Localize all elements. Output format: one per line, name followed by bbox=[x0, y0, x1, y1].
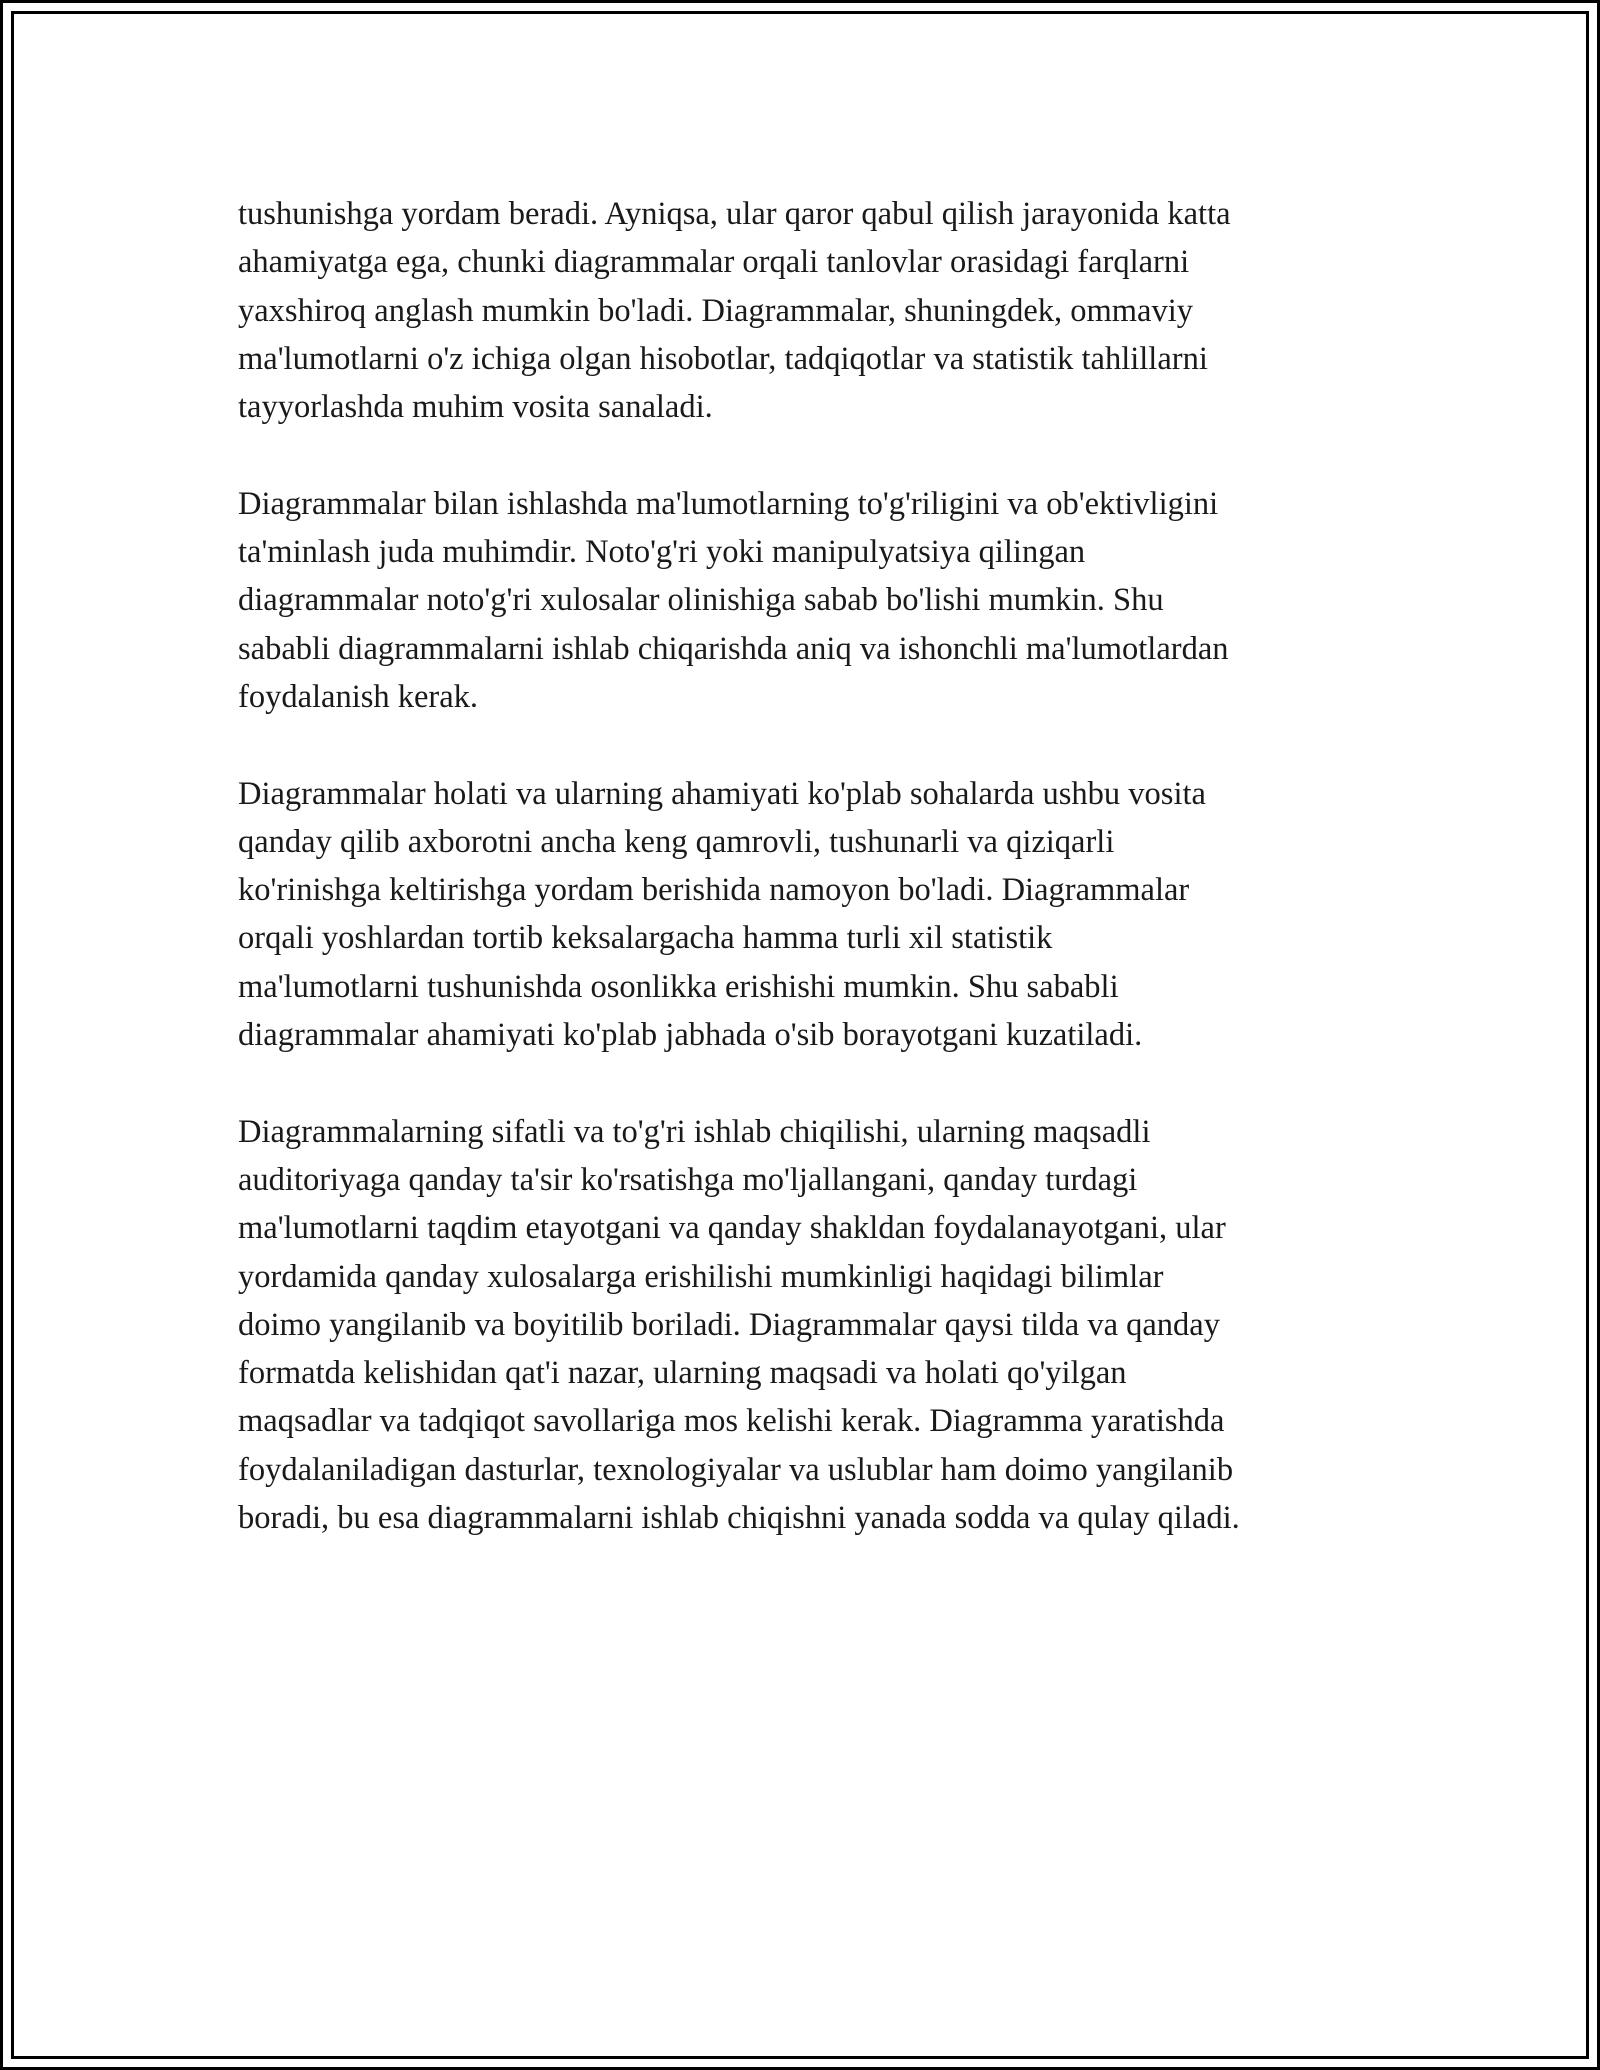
text-line: ma'lumotlarni taqdim etayotgani va qanday shakldan foydalanayotgani, ular bbox=[238, 1210, 1226, 1247]
document-body bbox=[238, 190, 1398, 1542]
text-line: ma'lumotlarni tushunishda osonlikka erishishi mumkin. Shu sababli bbox=[238, 968, 1119, 1005]
text-line: Diagrammalar holati va ularning ahamiyati ko'plab sohalarda ushbu vosita bbox=[238, 775, 1206, 812]
paragraph-2 bbox=[238, 480, 1398, 721]
text-line: ta'minlash juda muhimdir. Noto'g'ri yoki manipulyatsiya qilingan bbox=[238, 534, 1086, 571]
text-line: tayyorlashda muhim vosita sanaladi. bbox=[238, 389, 713, 426]
paragraph-4 bbox=[238, 1108, 1398, 1543]
text-line: maqsadlar va tadqiqot savollariga mos kelishi kerak. Diagramma yaratishda bbox=[238, 1403, 1225, 1440]
paragraph-3 bbox=[238, 770, 1398, 1060]
text-line: doimo yangilanib va boyitilib boriladi. Diagrammalar qaysi tilda va qanday bbox=[238, 1306, 1220, 1343]
text-line: foydalaniladigan dasturlar, texnologiyalar va uslublar ham doimo yangilanib bbox=[238, 1451, 1234, 1488]
text-line: ko'rinishga keltirishga yordam berishida namoyon bo'ladi. Diagrammalar bbox=[238, 872, 1190, 909]
text-line: formatda kelishidan qat'i nazar, ularning maqsadi va holati qo'yilgan bbox=[238, 1355, 1127, 1392]
text-line: orqali yoshlardan tortib keksalargacha hamma turli xil statistik bbox=[238, 920, 1053, 957]
text-line: yaxshiroq anglash mumkin bo'ladi. Diagrammalar, shuningdek, ommaviy bbox=[238, 292, 1194, 329]
text-line: tushunishga yordam beradi. Ayniqsa, ular qaror qabul qilish jarayonida katta bbox=[238, 196, 1231, 232]
text-line: foydalanish kerak. bbox=[238, 678, 479, 715]
text-line: ahamiyatga ega, chunki diagrammalar orqali tanlovlar orasidagi farqlarni bbox=[238, 244, 1190, 281]
text-line: yordamida qanday xulosalarga erishilishi mumkinligi haqidagi bilimlar bbox=[238, 1258, 1164, 1295]
text-line: ma'lumotlarni o'z ichiga olgan hisobotlar, tadqiqotlar va statistik tahlillarni bbox=[238, 340, 1208, 377]
text-line: sababli diagrammalarni ishlab chiqarishda aniq va ishonchli ma'lumotlardan bbox=[238, 630, 1229, 667]
text-line: boradi, bu esa diagrammalarni ishlab chiqishni yanada sodda va qulay qiladi. bbox=[238, 1500, 1240, 1537]
text-line: auditoriyaga qanday ta'sir ko'rsatishga mo'ljallangani, qanday turdagi bbox=[238, 1161, 1138, 1198]
text-line: qanday qilib axborotni ancha keng qamrovli, tushunarli va qiziqarli bbox=[238, 823, 1115, 860]
text-line: diagrammalar noto'g'ri xulosalar olinishiga sabab bo'lishi mumkin. Shu bbox=[238, 582, 1164, 619]
text-line: Diagrammalarning sifatli va to'g'ri ishlab chiqilishi, ularning maqsadli bbox=[238, 1113, 1151, 1150]
text-line: Diagrammalar bilan ishlashda ma'lumotlarning to'g'riligini va ob'ektivligini bbox=[238, 485, 1219, 522]
text-line: diagrammalar ahamiyati ko'plab jabhada o'sib borayotgani kuzatiladi. bbox=[238, 1017, 1143, 1054]
paragraph-1 bbox=[238, 190, 1398, 431]
